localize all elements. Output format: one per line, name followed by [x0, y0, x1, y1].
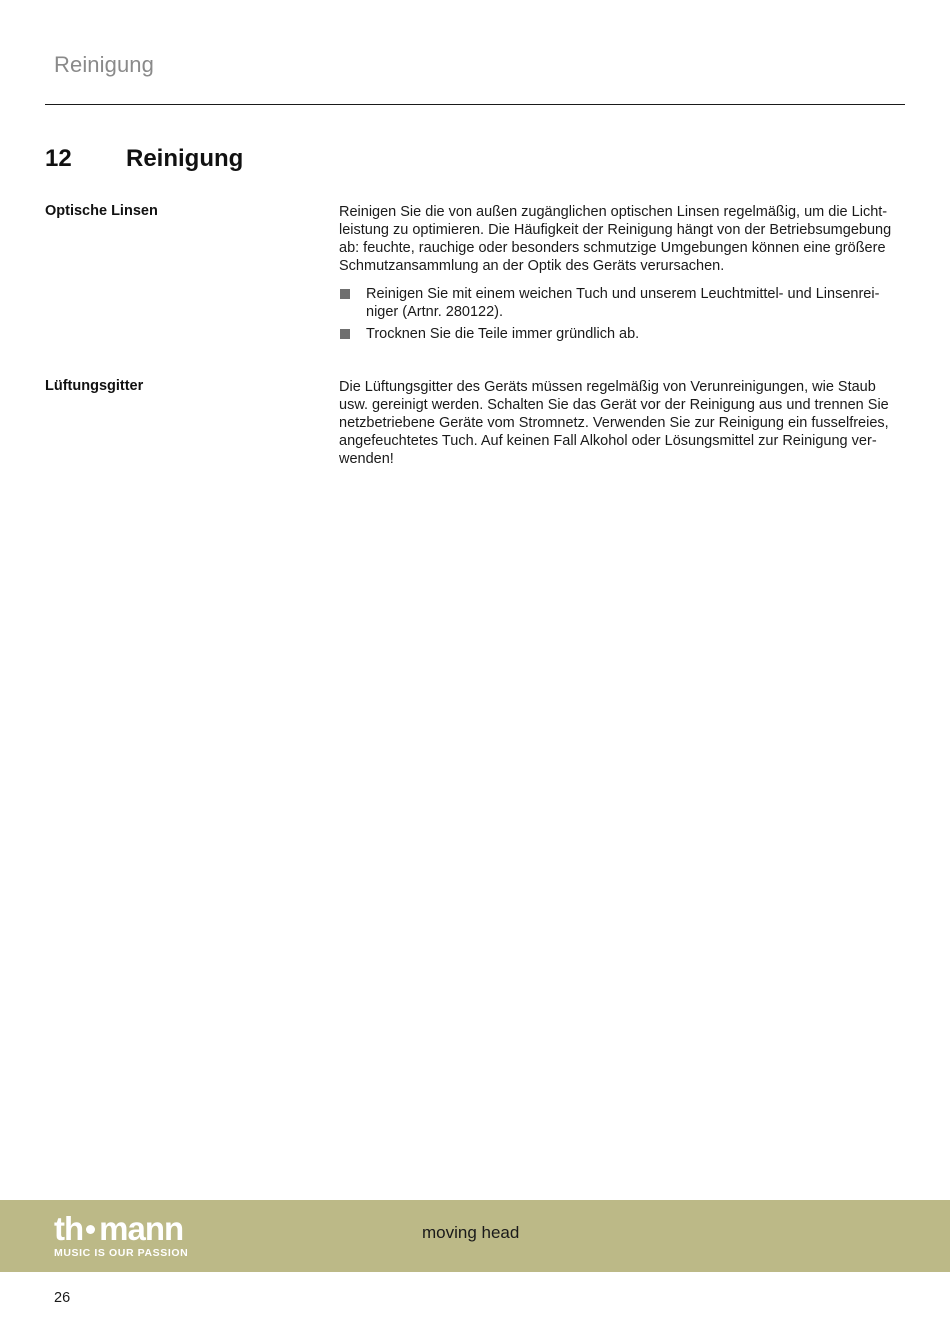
logo-tagline: MUSIC IS OUR PASSION — [54, 1247, 189, 1259]
bullet-item — [339, 325, 905, 343]
section-paragraph: Reinigen Sie die von außen zugänglichen optischen Linsen regelmäßig, um die Lichtleistung zu optimieren. Die Häufigkeit der Reinigung hängt von der Betriebsumgebung ab: feuchte, rauchige oder besonders schmutzige Umgebungen können eine größere Schmutzansammlung an der Optik des Geräts verursachen. — [339, 204, 892, 274]
page-number: 26 — [54, 1290, 71, 1306]
logo-dot-icon — [86, 1225, 95, 1234]
chapter-heading — [45, 145, 243, 173]
square-bullet-icon — [340, 329, 350, 339]
section-label: Lüftungsgitter — [45, 378, 144, 394]
footer-band — [0, 1200, 950, 1272]
section-body — [339, 378, 905, 468]
section-label: Optische Linsen — [45, 203, 158, 219]
section-body — [339, 203, 905, 347]
chapter-number: 12 — [45, 145, 72, 172]
bullet-list — [339, 285, 905, 343]
section-paragraph: Die Lüftungsgitter des Geräts müssen regelmäßig von Verunreinigungen, wie Staub usw. gereinigt werden. Schalten Sie das Gerät vor der Reinigung aus und trennen Sie netzbetriebene Geräte vom Stromnetz. Verwenden Sie zur Reinigung ein fusselfreies, angefeuchtetes Tuch. Auf keinen Fall Alkohol oder Lösungsmittel zur Reinigung verwenden! — [339, 379, 889, 467]
bullet-text: Reinigen Sie mit einem weichen Tuch und unserem Leuchtmittel- und Linsenreiniger (Artnr. 280122). — [366, 286, 880, 320]
bullet-item — [339, 285, 905, 321]
header-divider — [45, 104, 905, 105]
chapter-title: Reinigung — [126, 145, 244, 172]
product-name: moving head — [422, 1223, 520, 1242]
running-header: Reinigung — [54, 52, 154, 77]
logo-wordmark: th mann — [54, 1210, 184, 1247]
thomann-logo — [54, 1212, 188, 1259]
bullet-text: Trocknen Sie die Teile immer gründlich ab. — [366, 326, 640, 342]
square-bullet-icon — [340, 289, 350, 299]
